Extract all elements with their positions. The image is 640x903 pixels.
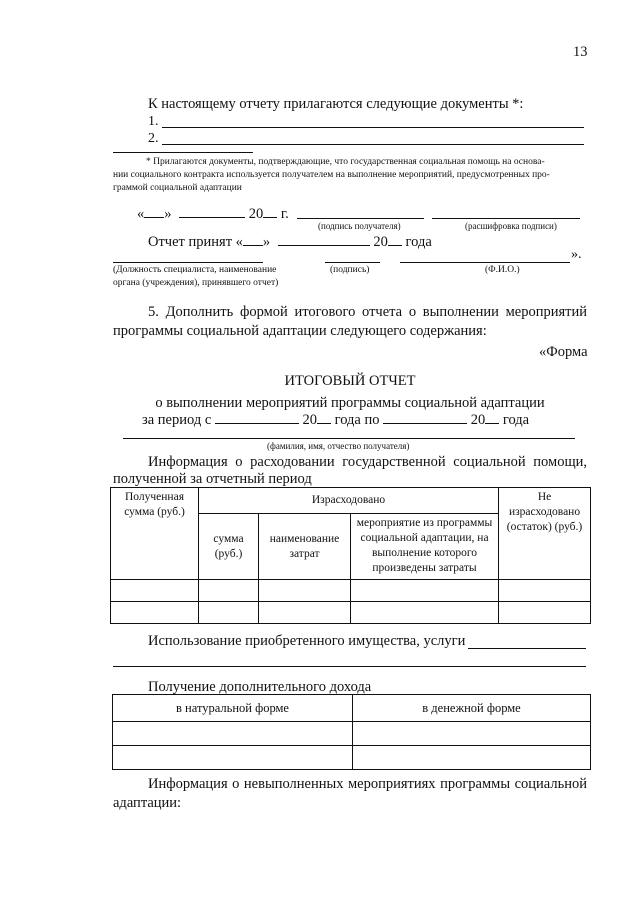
accepted-fio-line[interactable] bbox=[400, 262, 570, 263]
period-from-label: за период с bbox=[142, 412, 212, 428]
accepted-fio-caption: (Ф.И.О.) bbox=[485, 265, 520, 275]
position-caption-1: (Должность специалиста, наименование bbox=[113, 265, 277, 275]
report-accepted-label: Отчет принят « bbox=[148, 234, 243, 250]
position-caption-2: органа (учреждения), принявшего отчет) bbox=[113, 278, 279, 288]
paragraph-5-line-2: программы социальной адаптации следующего содержания: bbox=[113, 323, 487, 339]
attachment-item-2-line[interactable] bbox=[162, 144, 584, 145]
extra-income-table bbox=[112, 694, 591, 770]
year-suffix: г. bbox=[280, 206, 289, 222]
accepted-year-word: года bbox=[405, 234, 432, 250]
accepted-signature-caption: (подпись) bbox=[330, 265, 370, 275]
property-usage-label: Использование приобретенного имущества, услуги bbox=[148, 633, 466, 649]
received-sum-header: Полученная сумма (руб.) bbox=[111, 488, 199, 580]
monetary-form-header: в денежной форме bbox=[353, 695, 591, 722]
spending-info-line-1: Информация о расходовании государственной социальной помощи, bbox=[148, 454, 587, 470]
table-cell[interactable] bbox=[353, 722, 591, 746]
accepted-close-quote: » bbox=[262, 234, 271, 250]
report-accepted bbox=[148, 233, 432, 251]
signature-decoding-line[interactable] bbox=[432, 218, 580, 219]
measure-header: мероприятие из программы социальной адаптации, на выполнение которого произведены затраты bbox=[351, 514, 499, 580]
table-cell[interactable] bbox=[499, 580, 591, 602]
table-cell[interactable] bbox=[499, 602, 591, 624]
property-usage-line-2[interactable] bbox=[113, 666, 586, 667]
table-cell[interactable] bbox=[113, 722, 353, 746]
accepted-signature-line[interactable] bbox=[325, 262, 380, 263]
form-label: «Форма bbox=[539, 344, 588, 360]
footnote-divider bbox=[113, 152, 253, 153]
page-number: 13 bbox=[573, 44, 588, 60]
table-cell[interactable] bbox=[111, 602, 199, 624]
recipient-signature-caption: (подпись получателя) bbox=[318, 221, 401, 231]
accepted-day-blank[interactable] bbox=[243, 233, 263, 246]
month-blank[interactable] bbox=[179, 205, 245, 218]
attachment-item-2-label: 2. bbox=[148, 131, 159, 146]
table-cell[interactable] bbox=[111, 580, 199, 602]
signature-date bbox=[137, 205, 289, 223]
footnote-line-2: нии социального контракта используется получателем на выполнение мероприятий, предусмотренных про- bbox=[113, 170, 550, 180]
accepted-year-blank[interactable] bbox=[388, 233, 402, 246]
year-prefix: 20 bbox=[248, 206, 264, 222]
attachment-item-1-line[interactable] bbox=[162, 127, 584, 128]
table-cell[interactable] bbox=[351, 602, 499, 624]
period-year-2-word: года bbox=[502, 412, 530, 428]
table-cell[interactable] bbox=[199, 602, 259, 624]
period-from-blank[interactable] bbox=[215, 411, 299, 424]
table-cell[interactable] bbox=[259, 580, 351, 602]
period-to-blank[interactable] bbox=[383, 411, 467, 424]
position-line[interactable] bbox=[113, 262, 263, 263]
paragraph-5-line-1: 5. Дополнить формой итогового отчета о выполнении мероприятий bbox=[148, 304, 587, 320]
signature-decoding-caption: (расшифровка подписи) bbox=[465, 221, 557, 231]
not-spent-header: Не израсходовано (остаток) (руб.) bbox=[499, 488, 591, 580]
period-year-1-prefix: 20 bbox=[302, 412, 318, 428]
period-year-2-prefix: 20 bbox=[470, 412, 486, 428]
table-cell[interactable] bbox=[351, 580, 499, 602]
day-blank[interactable] bbox=[144, 205, 164, 218]
date-close-quote: » bbox=[164, 206, 172, 222]
spending-table bbox=[110, 487, 591, 624]
recipient-signature-line[interactable] bbox=[297, 218, 424, 219]
recipient-fio-caption: (фамилия, имя, отчество получателя) bbox=[267, 441, 410, 451]
period-year-2-blank[interactable] bbox=[485, 411, 499, 424]
recipient-fio-line[interactable] bbox=[123, 438, 575, 439]
spending-info-line-2: полученной за отчетный период bbox=[113, 471, 312, 487]
natural-form-header: в натуральной форме bbox=[113, 695, 353, 722]
period-to-label: года по bbox=[334, 412, 380, 428]
period-year-1-blank[interactable] bbox=[317, 411, 331, 424]
attachments-heading: К настоящему отчету прилагаются следующие документы *: bbox=[148, 96, 524, 112]
report-title: ИТОГОВЫЙ ОТЧЕТ bbox=[284, 373, 416, 389]
unfulfilled-line-1: Информация о невыполненных мероприятиях программы социальной bbox=[148, 776, 587, 792]
table-cell[interactable] bbox=[353, 746, 591, 770]
spent-header: Израсходовано bbox=[199, 488, 499, 514]
table-cell[interactable] bbox=[113, 746, 353, 770]
table-cell[interactable] bbox=[259, 602, 351, 624]
extra-income-heading: Получение дополнительного дохода bbox=[148, 679, 372, 695]
attachment-item-1-label: 1. bbox=[148, 114, 159, 129]
year-blank[interactable] bbox=[263, 205, 277, 218]
footnote-line-3: граммой социальной адаптации bbox=[113, 183, 242, 193]
accepted-end-mark: ». bbox=[571, 247, 582, 262]
report-subtitle: о выполнении мероприятий программы социальной адаптации bbox=[155, 395, 545, 411]
accepted-year-prefix: 20 bbox=[373, 234, 388, 250]
accepted-month-blank[interactable] bbox=[278, 233, 370, 246]
property-usage-line-1[interactable] bbox=[468, 648, 586, 649]
table-cell[interactable] bbox=[199, 580, 259, 602]
unfulfilled-line-2: адаптации: bbox=[113, 795, 182, 811]
report-period bbox=[142, 411, 529, 429]
cost-name-header: наименование затрат bbox=[259, 514, 351, 580]
sum-header: сумма (руб.) bbox=[199, 514, 259, 580]
footnote-line-1: * Прилагаются документы, подтверждающие, что государственная социальная помощь на основа- bbox=[146, 157, 545, 167]
date-open-quote: « bbox=[137, 206, 145, 222]
